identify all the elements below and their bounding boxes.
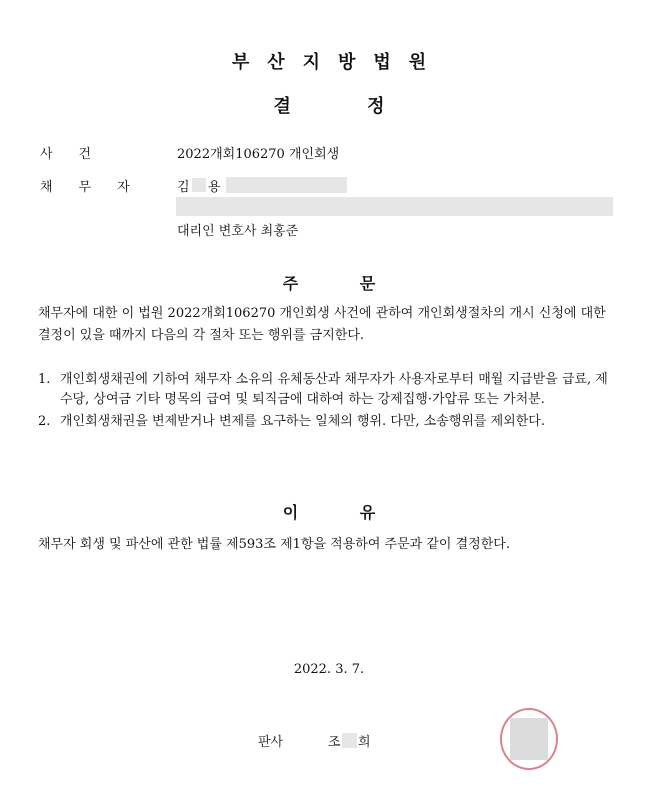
reason-heading: 이 유 <box>282 503 376 522</box>
list-item <box>38 412 613 432</box>
case-label: 사건 <box>40 147 118 162</box>
order-heading: 주 문 <box>282 274 376 293</box>
list-item-number: 2. <box>38 414 51 429</box>
judge-name-first: 조 <box>328 735 341 750</box>
redaction-box <box>192 178 206 192</box>
redaction-box <box>226 177 347 193</box>
redaction-box <box>510 718 548 760</box>
redaction-box <box>176 197 613 216</box>
redaction-box <box>342 733 357 748</box>
order-list <box>38 370 613 434</box>
court-seal <box>500 708 558 770</box>
list-item-text: 개인회생채권에 기하여 채무자 소유의 유체동산과 채무자가 사용자로부터 매월 지급받을 급료, 제수당, 상여금 기타 명목의 급여 및 퇴직금에 대하여 하는 강제집행·가압류 또는 가처분. <box>60 372 608 407</box>
debtor-name-last: 용 <box>208 180 221 195</box>
decision-date: 2022. 3. 7. <box>293 662 365 677</box>
order-intro: 채무자에 대한 이 법원 2022개회106270 개인회생 사건에 관하여 개인회생절차의 개시 신청에 대한 결정이 있을 때까지 다음의 각 절차 또는 행위를 금지한다. <box>38 306 606 343</box>
list-item <box>38 370 613 410</box>
debtor-label: 채무자 <box>40 180 156 195</box>
debtor-name-first: 김 <box>177 180 190 195</box>
judge-name-last: 희 <box>358 735 371 750</box>
case-number: 2022개회106270 개인회생 <box>177 147 340 162</box>
court-name: 부산지방법원 <box>231 52 445 73</box>
reason-text: 채무자 회생 및 파산에 관한 법률 제593조 제1항을 적용하여 주문과 같이 결정한다. <box>38 537 510 552</box>
document-title: 결 정 <box>273 96 385 117</box>
list-item-number: 1. <box>38 372 51 387</box>
debtor-agent: 대리인 변호사 최홍준 <box>177 224 299 239</box>
judge-label: 판사 <box>258 735 284 750</box>
list-item-text: 개인회생채권을 변제받거나 변제를 요구하는 일체의 행위. 다만, 소송행위를 제외한다. <box>60 414 545 429</box>
